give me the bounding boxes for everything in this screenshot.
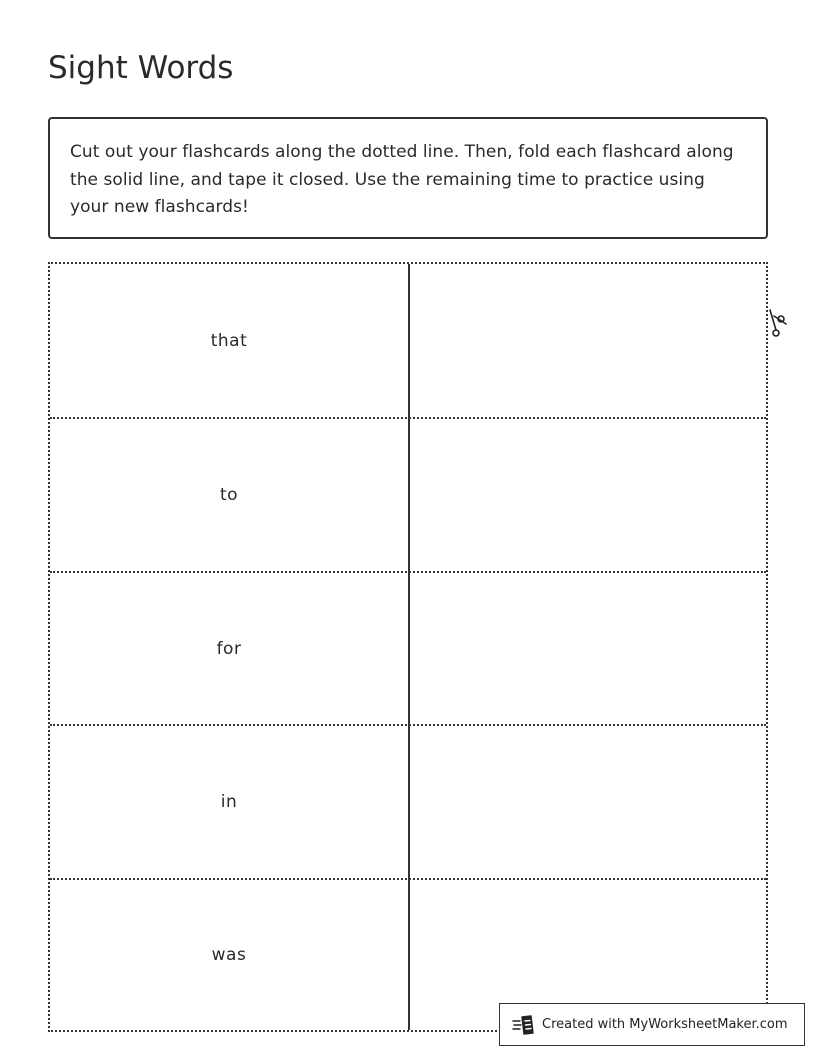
badge-text[interactable]: Created with MyWorksheetMaker.com: [542, 1017, 788, 1032]
flashcard-word: in: [220, 792, 238, 812]
flashcard-word: to: [219, 485, 239, 505]
scissors-icon: [764, 304, 790, 338]
instructions-box: [48, 117, 768, 239]
flashcard-word: that: [210, 331, 248, 351]
instructions-text: Cut out your flashcards along the dotted line. Then, fold each flashcard along the solid line, and tape it closed. Use the remaining time to practice using your new flashcards!: [70, 142, 734, 217]
fold-line: [408, 264, 410, 1030]
flashcard-word: for: [216, 639, 242, 659]
created-with-badge[interactable]: [499, 1003, 805, 1046]
myworksheetmaker-logo-icon: [512, 1013, 536, 1037]
flashcard-word: was: [211, 945, 247, 965]
flashcard-sheet: [48, 262, 768, 1032]
page-title: Sight Words: [48, 50, 234, 86]
